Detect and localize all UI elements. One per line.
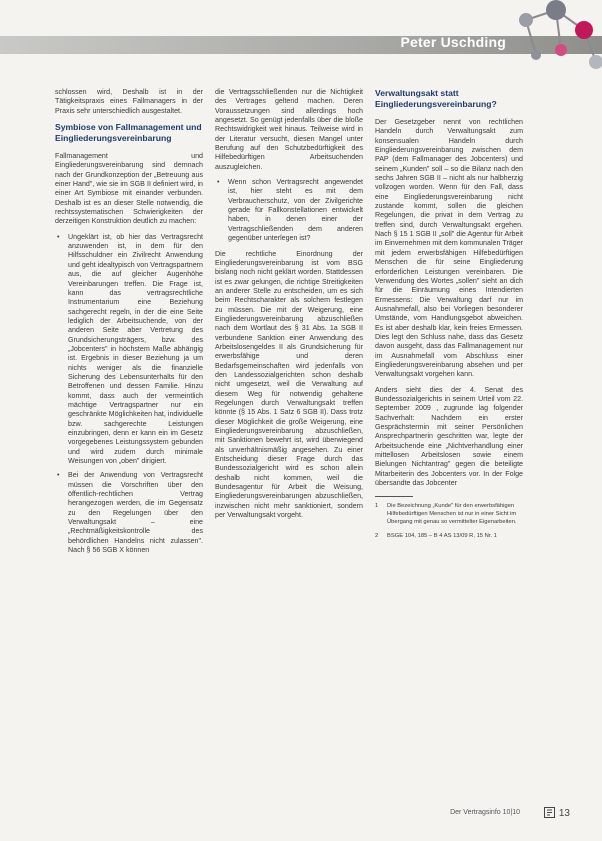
section-heading: Symbiose von Fallmanagement und Eingliederungsvereinbarung <box>55 122 202 143</box>
bullet-list <box>55 233 203 556</box>
paragraph: Fallmanagement und Eingliederungsvereinbarung sind demnach nach der Grundkonzeption der „Betreuung aus einer Hand", wie sie im SGB II definiert wird, in einer Art Symbiose mit einander verbunden. Deshalb ist es an dieser Stelle notwendig, die rechtssystematischen Schwierigkeiten der derzeitigen Konstruktion deutlich zu machen: <box>55 152 203 226</box>
list-item: • Ungeklärt ist, ob hier das Vertragsrecht anzuwenden ist, in dem für den Hilfsschuldner ein Zivilrecht Anwendung und geht idealtypisch von Vertragspartnern aus, die auf gleicher Augenhöhe Vereinbarungen treffen. Die Frage ist, kann das vertragsrechtliche Instrumentarium eine Beziehung sachgerecht regeln, in der die eine Seite lediglich der Arbeitsuchende, von der anderen Seite aber Vertretung des Grundsicherungsträgers, bzw. des „Jobcenters" in höchstem Maße abhängig ist. Ergebnis in dieser Beziehung ja um nichts weniger als die finanzielle Sicherung des Lebensunterhalts für den Betroffenen und dessen Familie. Hinzu kommt, dass auch der vermeintlich mächtige Vertragspartner nur ein geschränkte Möglichkeiten hat, individuelle bzw. sachgerechte Leistungen einzubringen, denn er kann ein im Gesetz vorgegebenes Leistungssystem gebunden und wird zudem durch minimale Weisungen von „oben" dirigiert. <box>68 233 203 467</box>
document-icon <box>544 807 555 818</box>
section-heading: Verwaltungsakt statt Eingliederungsvereinbarung? <box>375 88 497 109</box>
paragraph: Der Gesetzgeber nennt von rechtlichen Handeln durch Verwaltungsakt zum konsensualen Handeln durch Eingliederungsvereinbarung zwischen dem PAP (dem Fallmanager des Jobcenters) und seinem „Kunden" soll – so die Bilanz nach den sechs Jahren SGB II – nicht als nur halbherzig vollzogen worden. Wenn für den Fall, dass eine Eingliederungsvereinbarung nicht zustande kommt, sollen die gleichen Regelungen, die privat in dem Vertrag zu treffen sind, durch Verwaltungsakt ergehen. Nach § 15 1 SGB II „soll" die Agentur für Arbeit im Einvernehmen mit dem kommunalen Träger mit jedem erwerbsfähigen Hilfebedürftigen Menschen die für seine Eingliederung erforderlichen Leistungen vereinbaren. Die Verwendung des Wortes „sollen" sieht an dich für die Einräumung eines Intendierten Ermessens: Die Verwaltung darf nur im Ausnahmefall, also bei Vorliegen besonderer Umstände, vom Handlungsgebot abweichen. Es ist aber deshalb klar, kein freies Ermessen. Dies legt den Schluss nahe, dass das Gesetz davon ausgeht, dass das Fallmanagement nur im Ausnahmefall vom Abschluss einer Eingliederungsvereinbarung absehen und per Verwaltungsakt vorgehen kann. <box>375 118 523 379</box>
molecule-decoration-icon <box>506 0 602 80</box>
list-item: • Bei der Anwendung von Vertragsrecht müssen die Vorschriften über den öffentlich-rechtlichen Vertrag herangezogen werden, die im Gegensatz zu den Regelungen über den Verwaltungsakt – eine „Rechtmäßigkeitskontrolle des behördlichen Handelns nicht zulassen". Nach § 56 SGB X können <box>68 471 203 555</box>
footnote-mark: 1 <box>375 503 379 510</box>
footnote <box>375 533 523 541</box>
list-item: • Wenn schon Vertragsrecht angewendet ist, hier steht es mit dem Verbraucherschutz, von der Zivilgerichte gerade für Fallkonstellationen entwickelt haben, in denen einer der Vertragschließenden dem anderen gegenüber unterlegen ist? <box>228 178 363 243</box>
page-number: 13 <box>558 808 570 819</box>
paragraph: Anders sieht dies der 4. Senat des Bundessozialgerichts in seinem Urteil vom 22. September 2009 , zugrunde lag folgender Sachverhalt: Nachdem ein erster Gesprächstermin mit seiner Persönlichen Ansprechpartnerin geschritten war, legte der Arbeitsuchende eine „Nichtverhandlung einer mittellosen Arbeitslosen sowie einem Bielungen Nichtantrag" gegen die beteiligte Mitarbeiterin des Jobcenters vor. In der Folge übersandte das Jobcenter <box>375 385 523 488</box>
footnote-text: Die Bezeichnung „Kunde" für den erwerbsfähigen Hilfebedürftigen Menschen ist nur in einer Sicht im Übergang mit genau so vermittelter Eigenarbeiten. <box>387 503 517 525</box>
column-1 <box>55 88 203 561</box>
column-2 <box>215 88 363 526</box>
author-name: Peter Uschding <box>400 34 506 50</box>
bullet-list <box>215 178 363 243</box>
footnote-divider <box>375 496 413 497</box>
footnote-text: BSGE 104, 185 – B 4 AS 13/09 R, 15 Nr. 1 <box>387 532 497 539</box>
paragraph: die Vertragsschließenden nur die Nichtigkeit des Vertrages geltend machen. Deren Voraussetzungen sind allerdings hoch angesetzt. So genügt jedenfalls über die bloße Rechtswidrigkeit weit hinaus. Teilweise wird in der Literatur versucht, diesen Mangel unter Berufung auf den Schutzbedürftigkeit des Hilfebedürftigen Arbeitsuchenden auszugleichen. <box>215 88 363 171</box>
footnote-mark: 2 <box>375 532 379 539</box>
journal-footer: Der Vertragsinfo 10|10 <box>450 809 520 816</box>
footnote <box>375 503 523 526</box>
paragraph: Die rechtliche Einordnung der Eingliederungsvereinbarung ist vom BSG bislang noch nicht geklärt worden. Stattdessen ist es zwar gelungen, die richtige Streitigkeiten an anderer Stelle zu entscheiden, um es sich beim Rechtscharakter als solchem festlegen zu müssen. Die mit der Weigerung, eine Eingliederungsvereinbarung abzuschließen nach dem Wortlaut des § 31 Abs. 1a SGB II verbundene Sanktion einer Anwendung des Arbeitslosengeldes II als Grundsicherung für erwerbsfähige und deren Bedarfsgemeinschaften wird jedenfalls von den Landessozialgerichten schon deshalb nicht umgesetzt, weil die Verwaltung auf diesem Weg für notwendig gehaltene Regelungen durch Verwaltungsakt treffen könnte (§ 15 Abs. 1 Satz 6 SGB II). Dass trotz dieser Möglichkeit die große Weigerung, eine Eingliederungsvereinbarung abzuschließen, mit Sanktionen bewehrt ist, wird überwiegend als unverhältnismäßig angesehen. Zu einer Entscheidung dieser Frage durch das Bundessozialgericht wird es schon allein deshalb nicht kommen, weil die Bundesagentur für Arbeit die Weisung, Eingliederungsvereinbarungen abzuschließen, inzwischen nicht mehr sanktioniert, sondern per Verwaltungsakt vorgeht. <box>215 249 363 520</box>
paragraph: schlossen wird, Deshalb ist in der Tätigkeitspraxis eines Fallmanagers in der Praxis sehr unterschiedlich ausgestaltet. <box>55 88 203 115</box>
column-3 <box>375 88 523 547</box>
